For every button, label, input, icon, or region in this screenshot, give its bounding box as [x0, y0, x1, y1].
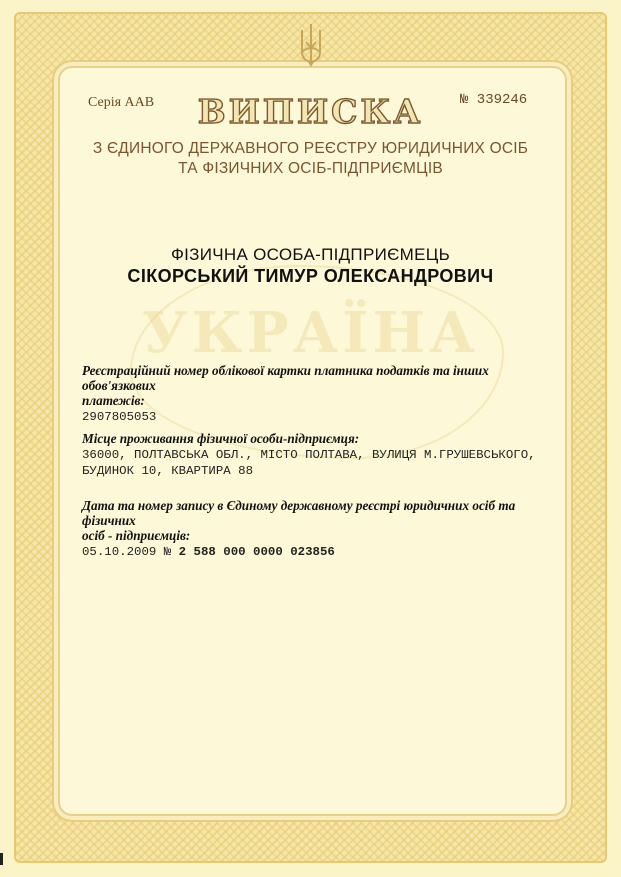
- registration-record-field: [82, 498, 552, 560]
- trident-emblem-icon: [296, 22, 326, 68]
- document-series: Серія ААВ: [88, 95, 155, 110]
- registration-record-label: Дата та номер запису в Єдиному державному реєстрі юридичних осіб та фізичних осіб - підприємців:: [82, 498, 516, 543]
- registration-date: 05.10.2009: [82, 545, 157, 559]
- registration-number: 2 588 000 0000 023856: [178, 545, 335, 559]
- entity-name: СІКОРСЬКИЙ ТИМУР ОЛЕКСАНДРОВИЧ: [127, 266, 494, 286]
- number-sign: №: [163, 545, 172, 559]
- entity-type: ФІЗИЧНА ОСОБА-ПІДПРИЄМЕЦЬ: [170, 245, 451, 264]
- tax-id-value: 2907805053: [82, 410, 157, 424]
- registration-record-value: [82, 544, 552, 560]
- document-subtitle-line2: ТА ФІЗИЧНИХ ОСІБ-ПІДПРИЄМЦІВ: [178, 160, 443, 177]
- document-title: ВИПИСКА: [197, 92, 424, 131]
- country-watermark: УКРАЇНА: [142, 300, 479, 366]
- residence-value: 36000, ПОЛТАВСЬКА ОБЛ., МІСТО ПОЛТАВА, ВУЛИЦЯ М.ГРУШЕВСЬКОГО, БУДИНОК 10, КВАРТИРА 88: [82, 448, 536, 478]
- tax-id-label: Реєстраційний номер облікової картки платника податків та інших обов'язкових платежів:: [82, 363, 489, 408]
- tax-id-field: [82, 363, 552, 425]
- document-number: № 339246: [460, 92, 528, 108]
- residence-field: [82, 431, 552, 479]
- scan-edge-mark: [0, 853, 3, 865]
- document-subtitle-line1: З ЄДИНОГО ДЕРЖАВНОГО РЕЄСТРУ ЮРИДИЧНИХ ОСІБ: [92, 140, 529, 157]
- residence-label: Місце проживання фізичної особи-підприємця:: [82, 431, 360, 446]
